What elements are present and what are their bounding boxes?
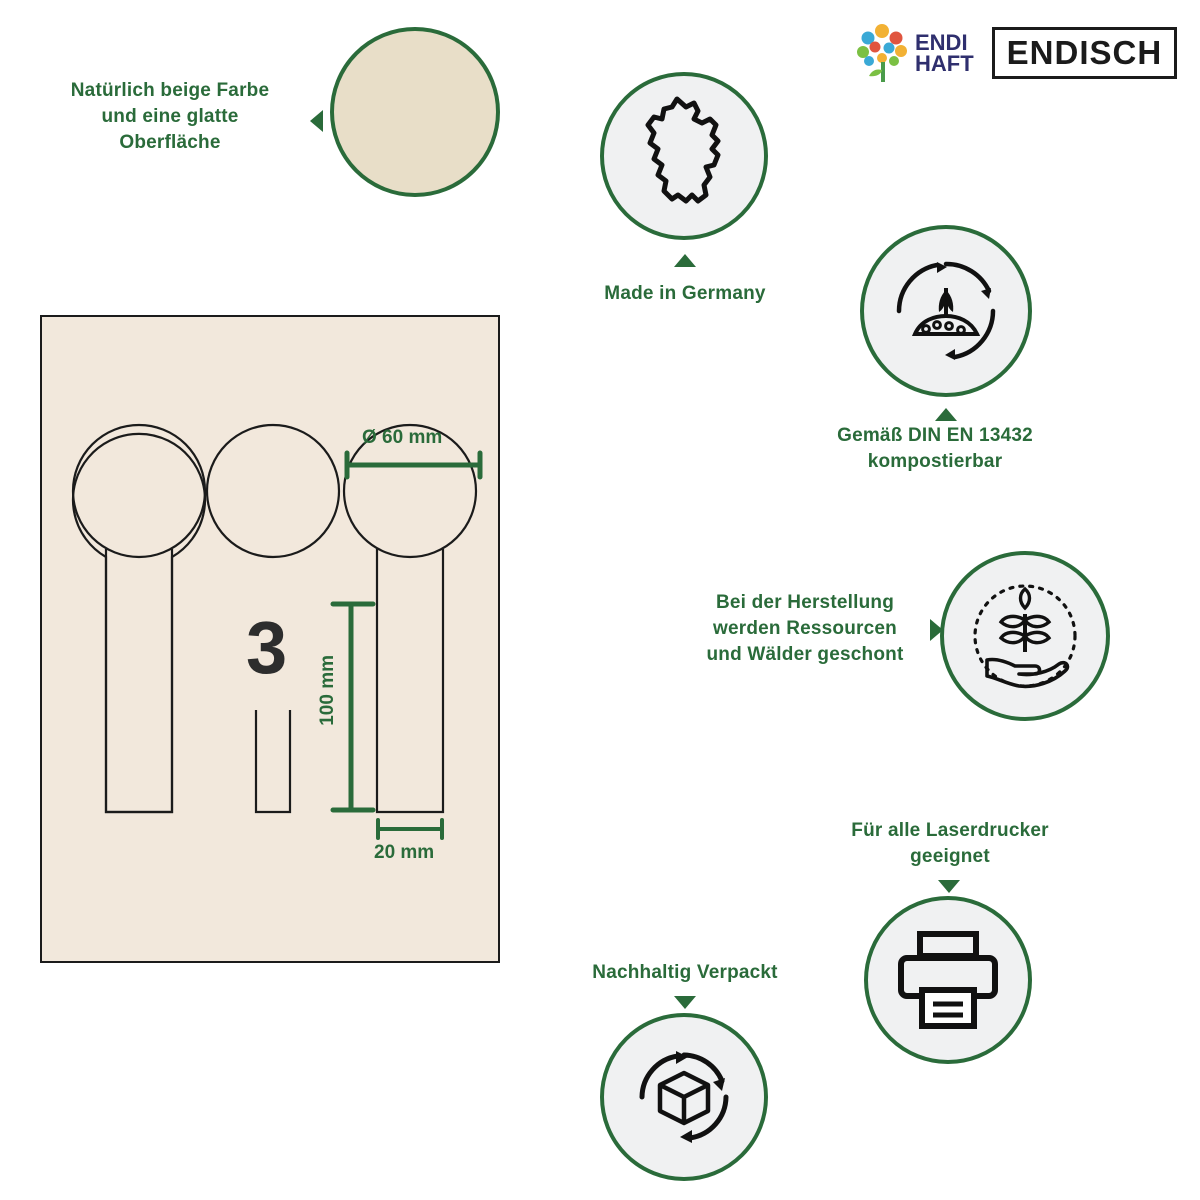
feature-compostable-pointer [935, 408, 957, 421]
plant-in-hand-icon [940, 551, 1110, 721]
feature-compostable-line1: Gemäß DIN EN 13432 [837, 425, 1033, 446]
feature-laser-printer-pointer [938, 880, 960, 893]
feature-compostable-line2: kompostierbar [867, 451, 1003, 472]
feature-sustainable-packaging-label [555, 960, 815, 986]
brand-logos [855, 22, 1177, 84]
feature-beige-color-line2: und eine glatte [101, 106, 239, 127]
feature-resource-saving-line2: werden Ressourcen [713, 618, 897, 639]
feature-sustainable-packaging-line1: Nachhaltig Verpackt [592, 962, 778, 983]
feature-beige-color-line1: Natürlich beige Farbe [70, 80, 270, 101]
feature-made-in-germany-label [555, 281, 815, 307]
beige-paper-swatch-icon [330, 27, 500, 197]
feature-beige-color-label [40, 78, 300, 156]
feature-beige-color-pointer [310, 110, 323, 132]
dimension-diameter-label: Ø 60 mm [362, 427, 443, 448]
endihaft-logo [855, 22, 974, 84]
endisch-wordmark: ENDISCH [1006, 34, 1163, 71]
tree-logo-icon [855, 22, 909, 84]
endihaft-wordmark [915, 32, 974, 74]
feature-beige-color-line3: Oberfläche [119, 132, 221, 153]
feature-laser-printer-label [820, 818, 1080, 870]
endihaft-line1: ENDI [915, 30, 968, 55]
product-sheet [40, 315, 500, 963]
feature-laser-printer-line1: Für alle Laserdrucker [851, 820, 1049, 841]
germany-map-icon [600, 72, 768, 240]
feature-made-in-germany-line1: Made in Germany [604, 283, 766, 304]
endisch-logo [992, 27, 1178, 79]
feature-laser-printer-line2: geeignet [910, 846, 990, 867]
compostable-cycle-icon [860, 225, 1032, 397]
endihaft-line2: HAFT [915, 51, 974, 76]
dimension-width-label: 20 mm [374, 842, 435, 863]
printer-icon [864, 896, 1032, 1064]
feature-resource-saving-line3: und Wälder geschont [706, 644, 904, 665]
label-count: 3 [246, 606, 288, 689]
dimension-height-label: 100 mm [317, 655, 338, 726]
feature-sustainable-packaging-pointer [674, 996, 696, 1009]
recycle-box-icon [600, 1013, 768, 1181]
feature-compostable-label [790, 423, 1080, 475]
feature-resource-saving-line1: Bei der Herstellung [715, 592, 894, 613]
feature-resource-saving-label [680, 590, 930, 668]
feature-made-in-germany-pointer [674, 254, 696, 267]
